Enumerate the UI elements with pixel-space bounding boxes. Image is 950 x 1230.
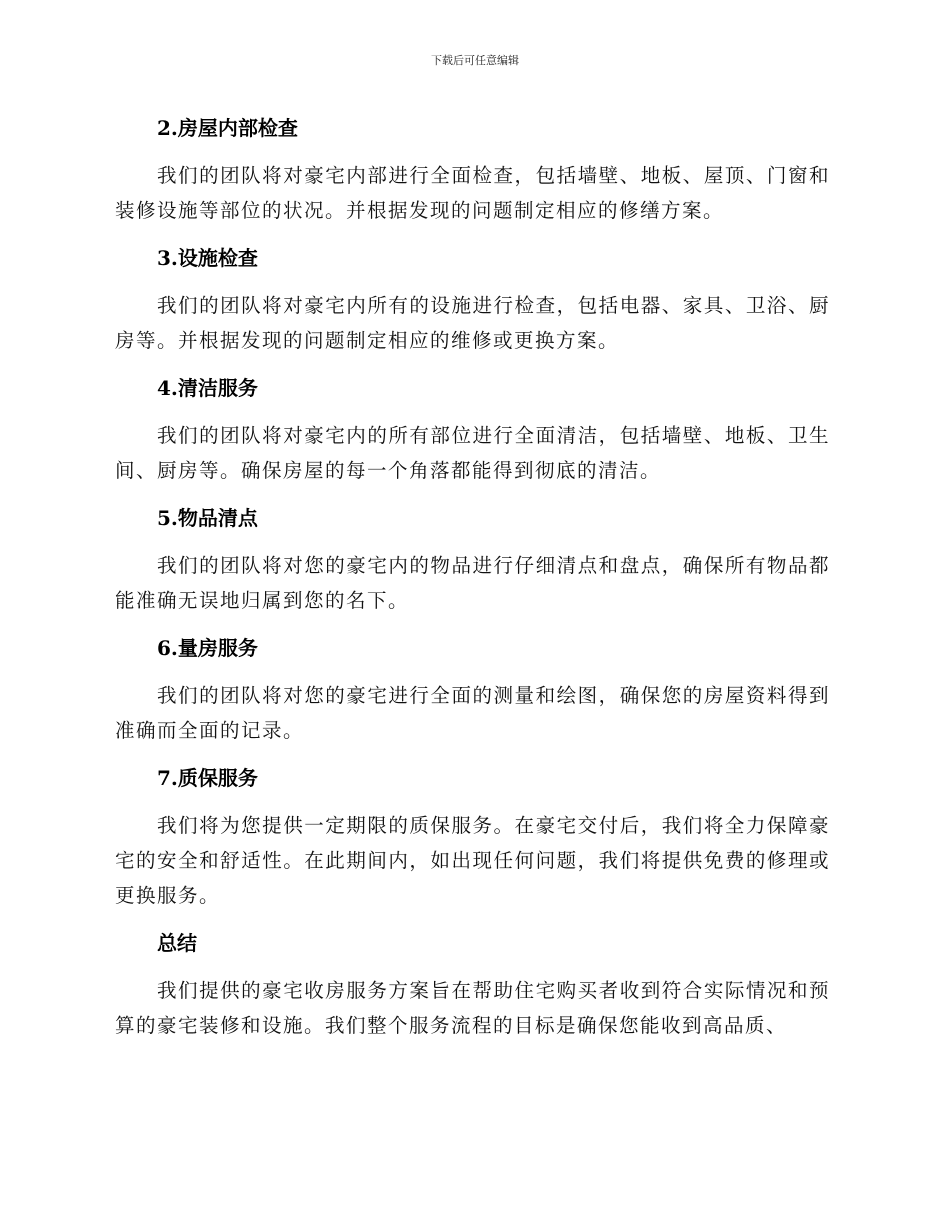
section-measurement-service — [115, 630, 830, 748]
section-inventory-check — [115, 500, 830, 618]
section-heading: 3.设施检查 — [157, 246, 258, 270]
section-interior-inspection — [115, 110, 830, 228]
section-paragraph: 我们将为您提供一定期限的质保服务。在豪宅交付后，我们将全力保障豪宅的安全和舒适性。在此期间内，如出现任何问题，我们将提供免费的修理或更换服务。 — [115, 814, 830, 907]
section-heading: 4.清洁服务 — [157, 376, 258, 400]
document-body — [115, 110, 830, 1055]
section-warranty-service — [115, 760, 830, 913]
section-facility-inspection — [115, 240, 830, 358]
section-paragraph: 我们的团队将对您的豪宅进行全面的测量和绘图，确保您的房屋资料得到准确而全面的记录。 — [115, 684, 830, 742]
section-heading: 6.量房服务 — [157, 636, 258, 660]
section-paragraph: 我们的团队将对豪宅内所有的设施进行检查，包括电器、家具、卫浴、厨房等。并根据发现的问题制定相应的维修或更换方案。 — [115, 294, 830, 352]
section-heading: 2.房屋内部检查 — [157, 116, 298, 140]
section-heading: 5.物品清点 — [157, 506, 258, 530]
section-heading: 总结 — [157, 931, 197, 955]
section-heading: 7.质保服务 — [157, 766, 258, 790]
section-cleaning-service — [115, 370, 830, 488]
section-paragraph: 我们的团队将对豪宅内部进行全面检查，包括墙壁、地板、屋顶、门窗和装修设施等部位的状况。并根据发现的问题制定相应的修缮方案。 — [115, 164, 830, 222]
page-header: 下载后可任意编辑 — [431, 54, 519, 67]
section-paragraph: 我们提供的豪宅收房服务方案旨在帮助住宅购买者收到符合实际情况和预算的豪宅装修和设施。我们整个服务流程的目标是确保您能收到高品质、 — [115, 979, 830, 1037]
section-paragraph: 我们的团队将对豪宅内的所有部位进行全面清洁，包括墙壁、地板、卫生间、厨房等。确保房屋的每一个角落都能得到彻底的清洁。 — [115, 424, 830, 482]
section-summary — [115, 925, 830, 1043]
section-paragraph: 我们的团队将对您的豪宅内的物品进行仔细清点和盘点，确保所有物品都能准确无误地归属到您的名下。 — [115, 554, 830, 612]
